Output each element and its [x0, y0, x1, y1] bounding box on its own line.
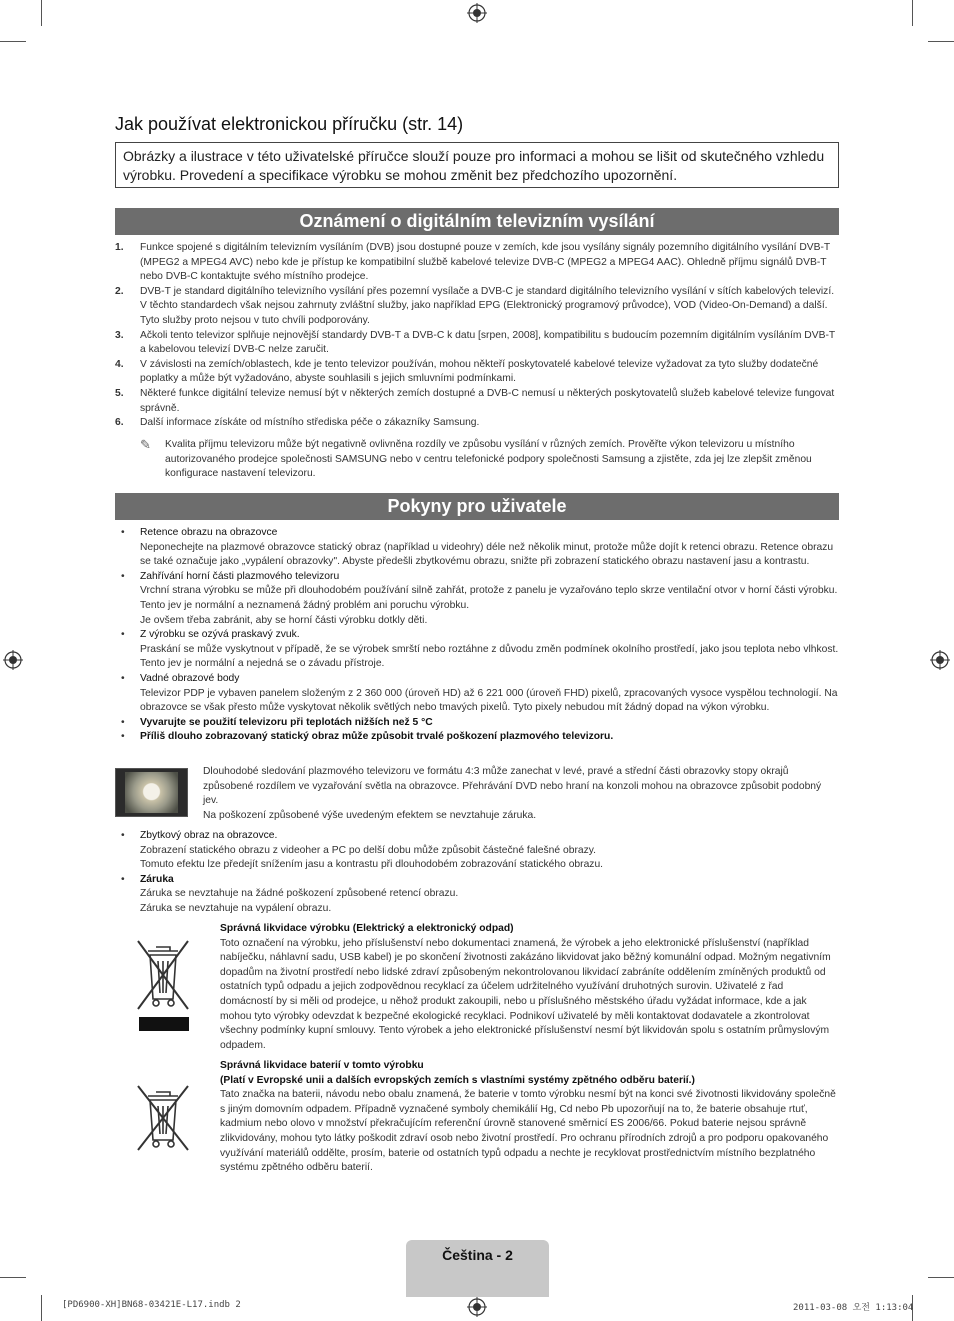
list-item: • Příliš dlouho zobrazovaný statický obraz může způsobit trvalé poškození plazmového televizoru.: [121, 731, 614, 743]
registration-mark-icon: [467, 3, 487, 23]
section-title-digital-broadcast: Oznámení o digitálním televizním vysílání: [115, 208, 839, 235]
list-item: 2. DVB-T je standard digitálního televizního vysílání přes pozemní vysílače a DVB-C je standard digitálního televizního vysílání v sítích kabelových televizí. V těchto standardech však nejsou zahrnuty zvláštní služby, jako například EPG (Elektronický programový průvodce), VOD (Video-On-Demand) a další. Tyto služby proto nejsou v tuto chvíli podporovány.: [115, 285, 835, 326]
crop-mark: [41, 1295, 42, 1321]
list-item: 6. Další informace získáte od místního střediska péče o zákazníky Samsung.: [115, 417, 480, 429]
list-item: 5. Některé funkce digitální televize nemusí být v některých zemích dostupné a DVB-C nemusí u některých poskytovatelů služeb kabelové televize fungovat správně.: [115, 387, 835, 414]
crop-mark: [912, 0, 913, 26]
list-item: • Záruka Záruka se nevztahuje na žádné poškození způsobené retencí obrazu. Záruka se nevztahuje na vypálení obrazu.: [121, 873, 459, 914]
list-item: • Zbytkový obraz na obrazovce. Zobrazení statického obrazu z videoher a PC po delší dobu může způsobit částečné falešné obrazy. Tomuto efektu lze předejít snížením jasu a kontrastu při dlouhodobém zobrazování statického obrazu.: [121, 830, 604, 871]
registration-mark-icon: [930, 650, 950, 670]
crossed-bin-battery-icon: [134, 1082, 192, 1154]
footer-file-info: [PD6900-XH]BN68-03421E-L17.indb 2: [62, 1300, 241, 1310]
battery-disposal-text: Správná likvidace baterií v tomto výrobku (Platí v Evropské unii a dalších evropských zemích s vlastními systémy zpětného odběru baterií.) Tato značka na baterii, návodu nebo obalu znamená, že baterie v tomto výrobku nesmí být na konci své životnosti likvidovány společně s jiným domovním odpadem. Případně vyznačené symboly chemikálií Hg, Cd nebo Pb upozorňují na to, že baterie obsahuje rtuť, kadmium nebo olovo v množství překračujícím referenční úrovně stanovené směrnicí ES 2006/66. Pokud baterie nejsou správně zlikvidovány, mohou tyto látky poškodit zdraví osob nebo životní prostředí. Pro ochranu přírodních zdrojů a pro podporu opakovaného využívání materiálů oddělte, prosím, baterie od ostatních typů odpadu a nechte je recyklovat prostřednictvím místního bezplatného systému zpětného odběru baterií.: [220, 1060, 836, 1174]
instructions-list-2: [115, 829, 839, 917]
instructions-list: [115, 526, 839, 745]
list-item: 3. Ačkoli tento televizor splňuje nejnovější standardy DVB-T a DVB-C k datu [srpen, 2008], kompatibilitu s budoucím pozemním digitálním vysíláním DVB-T a kabelovou televizí DVB-C nelze zaručit.: [115, 329, 835, 356]
registration-mark-icon: [3, 650, 23, 670]
plasma-retention-text: Dlouhodobé sledování plazmového televizoru ve formátu 4:3 může zanechat v levé, pravé a střední části obrazovky stopy okrajů způsobené rozdílem ve vyzařování světla na obrazovce. Přehrávání DVD nebo hraní na konzoli mohou na obrazovce způsobit podobný jev. Na poškození způsobené výše uvedeným efektem se nevztahuje záruka.: [203, 766, 822, 821]
crop-mark: [0, 41, 26, 42]
page-number-tab: Čeština - 2: [406, 1240, 549, 1297]
digital-notice-list: [115, 241, 839, 431]
notice-box: Obrázky a ilustrace v této uživatelské příručce slouží pouze pro informaci a mohou se lišit od skutečného vzhledu výrobku. Provedení a specifikace výrobku se mohou změnit bez předchozího upozornění.: [115, 142, 839, 188]
weee-disposal-text: Správná likvidace výrobku (Elektrický a elektronický odpad) Toto označení na výrobku, jeho příslušenství nebo dokumentaci znamená, že výrobek a jeho elektronické příslušenství (například nabíječku, náhlavní sadu, USB kabel) je po skončení životnosti zakázáno likvidovat jako běžný komunální odpad. Možným negativním dopadům na životní prostředí nebo lidské zdraví způsobeným nekontrolovanou likvidací zabráníte oddělením zmíněných produktů od ostatních typů odpadu a jejich zodpovědnou recyklací za účelem udržitelného využívání druhotných surovin. Uživatelé z řad domácností by si měli od prodejce, u něhož produkt zakoupili, nebo u příslušného městského úřadu vyžádat informace, kde a jak mohou tyto výrobky odevzdat k bezpečné ekologické recyklaci. Podnikoví uživatelé by měli kontaktovat dodavatele a zkontrolovat všechny podmínky kupní smlouvy. Tento výrobek a jeho elektronické příslušenství nesmí být likvidován spolu s ostatním průmyslovým odpadem.: [220, 923, 831, 1051]
reception-note: ✎ Kvalita příjmu televizoru může být negativně ovlivněna rozdíly ve způsobu vysílání v různých zemích. Prověřte výkon televizoru u místního autorizovaného prodejce společnosti SAMSUNG nebo v centru telefonické podpory společnosti Samsung a zjistěte, zda jej lze zlepšit změnou konfigurace nastavení televizoru.: [140, 437, 812, 480]
page-heading: Jak používat elektronickou příručku (str. 14): [115, 114, 464, 134]
crop-mark: [0, 1277, 26, 1278]
plasma-screen-image: [115, 768, 188, 817]
list-item: • Vyvarujte se použití televizoru při teplotách nižších než 5 °C: [121, 716, 433, 728]
crop-mark: [928, 1277, 954, 1278]
list-item: • Vadné obrazové body Televizor PDP je vybaven panelem složeným z 2 360 000 (úroveň HD) až 6 221 000 (úroveň FHD) pixelů, zpracovaných vysoce vyspělou technologií. Na obrazovce se však přesto může vyskytovat několik světlých nebo tmavých pixelů. Tyto pixely nebudou mít žádný dopad na výkon výrobku.: [121, 672, 838, 714]
list-item: • Zahřívání horní části plazmového televizoru Vrchní strana výrobku se může při dlouhodobém používání silně zahřát, protože z panelu je vyzařováno teplo skrze ventilační otvor v horní části výrobku. Tento jev je normální a neznamená žádný problém ani poruchu výrobku. Je ovšem třeba zabránit, aby se horní části výrobku dotkly děti.: [121, 570, 838, 626]
list-item: 1. Funkce spojené s digitálním televizním vysíláním (DVB) jsou dostupné pouze v zemích, kde jsou vysílány signály pozemního digitálního vysílání DVB-T (MPEG2 a MPEG4 AVC) nebo kde je přístup ke kompatibilní službě kabelové televize DVB-C (MPEG2 a MPEG4 AAC). Ohledně příjmu signálů DVB-T nebo DVB-C kontaktujte svého místního prodejce.: [115, 242, 831, 283]
crossed-bin-icon: [134, 937, 192, 1033]
footer-timestamp: 2011-03-08 오전 1:13:04: [793, 1303, 914, 1313]
list-item: • Retence obrazu na obrazovce Neponechejte na plazmové obrazovce statický obraz (například u videohry) déle než několik minut, protože může dojít k retenci obrazu. Retence obrazu se také označuje jako „vypálení obrazovky". Abyste předešli zbytkovému obrazu, snižte při zobrazení statického obrazu nastavení jasu a kontrastu.: [121, 527, 834, 568]
registration-mark-icon: [467, 1297, 487, 1317]
crop-mark: [928, 41, 954, 42]
crop-mark: [41, 0, 42, 26]
list-item: 4. V závislosti na zemích/oblastech, kde je tento televizor používán, mohou někteří poskytovatelé kabelové televize vyžadovat za tyto služby dodatečné poplatky a může být vyžadováno, abyste souhlasili s jejich smluvními podmínkami.: [115, 358, 819, 385]
section-title-user-instructions: Pokyny pro uživatele: [115, 493, 839, 520]
list-item: • Z výrobku se ozývá praskavý zvuk. Praskání se může vyskytnout v případě, že se výrobek smrští nebo roztáhne z důvodu změn podmínek okolního prostředí, jako jsou teplota nebo vlhkost. Tento jev je normální a nejedná se o závadu přístroje.: [121, 629, 839, 670]
pencil-note-icon: ✎: [140, 437, 151, 452]
